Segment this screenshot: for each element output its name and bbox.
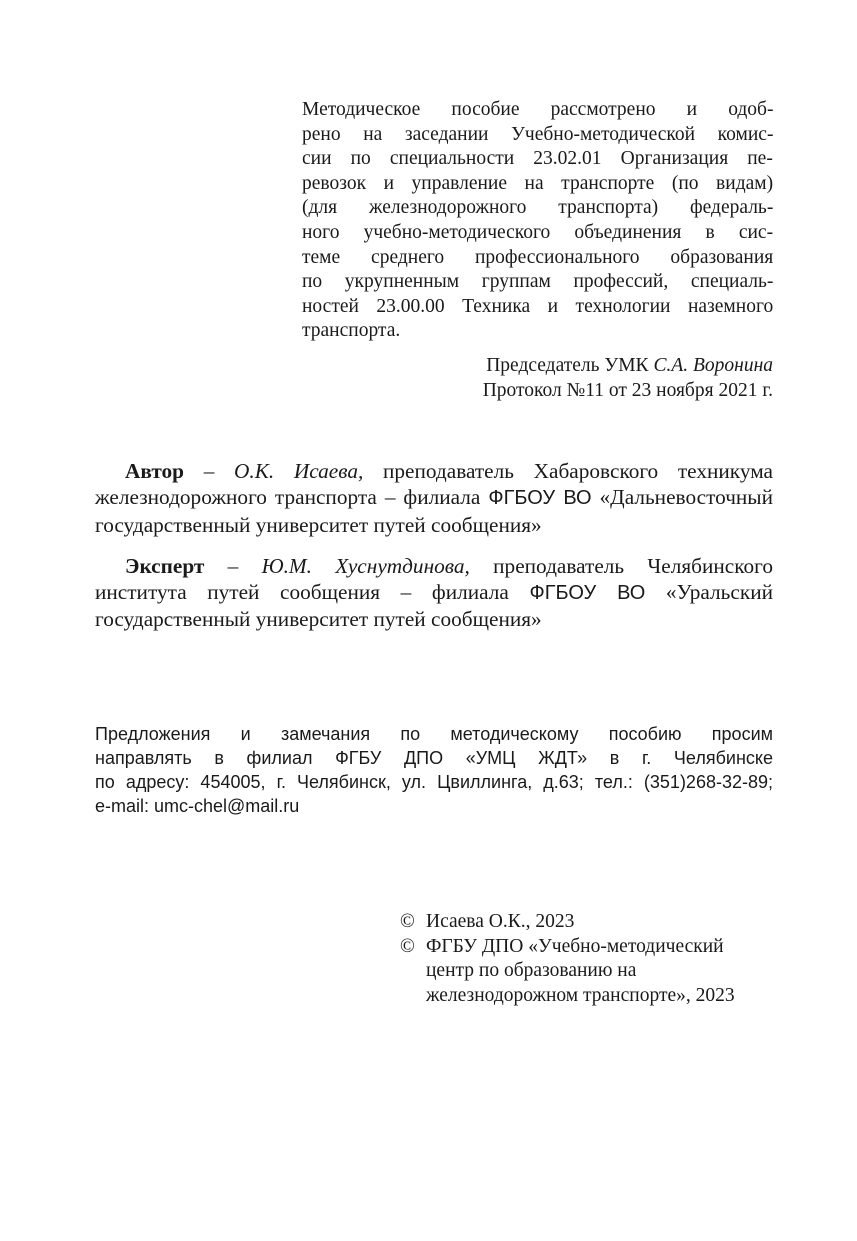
chair-label: Председатель УМК: [486, 354, 649, 376]
approval-line: ревозок и управление на транспорте (по видам): [302, 172, 774, 194]
approval-line: ностей 23.00.00 Техника и технологии наземного: [302, 295, 774, 317]
expert-name: Ю.М. Хуснутдинова,: [261, 553, 470, 578]
expert-role: Эксперт: [125, 553, 205, 578]
chair-name: С.А. Воронина: [653, 354, 773, 376]
chair-line: [302, 354, 773, 379]
approval-line: теме среднего профессионального образования: [302, 246, 774, 268]
protocol-line: Протокол №11 от 23 ноября 2021 г.: [482, 379, 773, 401]
expert-text-2: «Уральский государственный университет путей сообщения»: [95, 580, 773, 632]
approval-signature: [302, 354, 773, 403]
copyright-item: [400, 935, 773, 1009]
feedback-line: по адресу: 454005, г. Челябинск, ул. Цвиллинга, д.63; тел.: (351)268-32-89;: [95, 772, 773, 792]
approval-line: рено на заседании Учебно-методической комис-: [302, 123, 774, 145]
credits-block: [95, 458, 773, 648]
approval-line: сии по специальности 23.02.01 Организация пе-: [302, 148, 773, 170]
expert-dash: –: [204, 553, 262, 578]
copyright-block: [400, 910, 773, 1008]
approval-line: Методическое пособие рассмотрено и одоб-: [302, 99, 774, 120]
approval-block: [302, 98, 773, 403]
feedback-block: [95, 722, 773, 818]
author-role: Автор: [125, 459, 185, 483]
approval-line: (для железнодорожного транспорта) федераль-: [302, 197, 774, 219]
approval-text: [302, 98, 773, 344]
feedback-line: Предложения и замечания по методическому пособию просим: [95, 724, 773, 744]
approval-line: ного учебно-методического объединения в сис-: [302, 221, 774, 243]
copyright-icon: ©: [400, 911, 415, 932]
author-text-1: преподаватель Хабаровского техникума железнодорожного транспорта – филиала: [95, 459, 773, 510]
copyright-icon: ©: [400, 935, 415, 957]
copyright-item: [400, 910, 773, 935]
author-text-2: «Дальневосточный государственный университет путей сообщения»: [95, 485, 774, 537]
author-org-abbr: ФГБОУ ВО: [488, 487, 592, 510]
author-name: О.К. Исаева,: [234, 459, 364, 483]
approval-line: по укрупненным группам профессий, специаль-: [302, 271, 774, 293]
expert-credit: [95, 553, 773, 633]
copyright-text: Исаева О.К., 2023: [426, 911, 575, 932]
copyright-text: ФГБУ ДПО «Учебно-методический центр по образованию на железнодорожном транспорте», 2023: [426, 935, 735, 1006]
feedback-email-line: e-mail: umc-chel@mail.ru: [95, 796, 300, 816]
author-dash: –: [184, 459, 235, 483]
approval-line: транспорта.: [302, 320, 401, 342]
expert-text-1: преподаватель Челябинского института путей сообщения – филиала: [95, 553, 773, 605]
expert-org-abbr: ФГБОУ ВО: [529, 582, 646, 605]
feedback-line: направлять в филиал ФГБУ ДПО «УМЦ ЖДТ» в г. Челябинске: [95, 748, 773, 768]
author-credit: [95, 458, 773, 538]
